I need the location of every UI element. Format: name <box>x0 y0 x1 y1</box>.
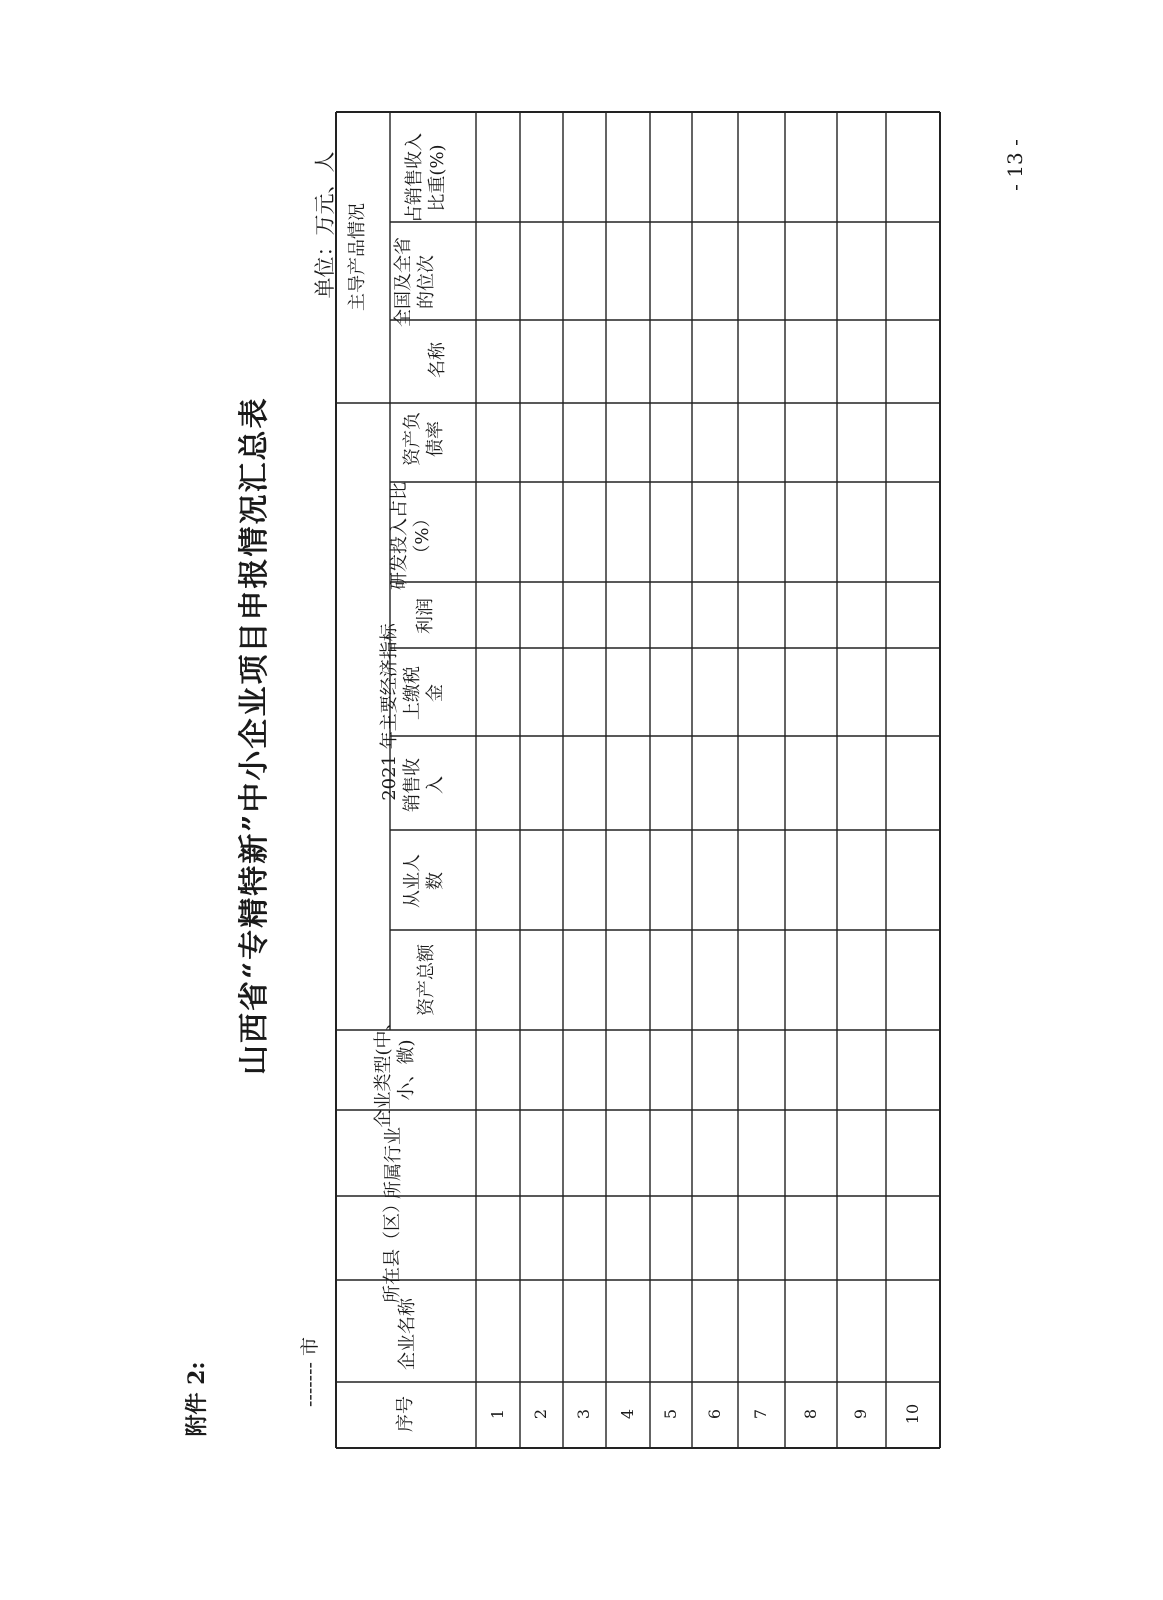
header-taxes-paid-text: 上缴税金 <box>402 666 446 720</box>
header-county-text: 所在县（区） <box>382 1195 403 1303</box>
city-label: ------- 市 <box>299 1337 321 1407</box>
header-national-rank-text: 全国及全省的位次 <box>393 237 437 327</box>
header-employees-text: 从业人数 <box>402 854 446 908</box>
header-debt-ratio-text: 资产负债率 <box>402 412 446 466</box>
header-enterprise-type-text: 企业类型(中、小、微) <box>373 1012 417 1128</box>
row-number: 8 <box>801 1408 820 1420</box>
header-taxes-paid <box>402 663 452 723</box>
header-sales-share-text: 占销售收入比重(%) <box>404 133 448 223</box>
header-total-assets: 资产总额 <box>416 944 437 1016</box>
header-debt-ratio <box>402 409 452 469</box>
row-number: 10 <box>903 1403 922 1425</box>
header-rnd-ratio <box>389 479 465 593</box>
row-number: 9 <box>851 1408 870 1420</box>
header-sales-revenue <box>402 755 452 815</box>
row-number: 7 <box>751 1408 770 1420</box>
header-group-2021: 2021 年主要经济指标 <box>379 623 400 801</box>
header-seq: 序号 <box>395 1396 416 1432</box>
header-sales-revenue-text: 销售收入 <box>402 758 446 812</box>
header-industry <box>383 1125 433 1201</box>
header-industry-text: 所属行业 <box>383 1127 404 1199</box>
header-county <box>382 1194 432 1304</box>
row-number: 6 <box>705 1408 724 1420</box>
row-number: 1 <box>488 1408 507 1420</box>
header-sales-share <box>404 126 460 230</box>
attachment-label: 附件 2: <box>184 1361 210 1437</box>
unit-label: 单位：万元、人 <box>313 151 337 299</box>
row-number: 2 <box>531 1408 550 1420</box>
header-national-rank <box>393 236 469 328</box>
row-number: 3 <box>574 1408 593 1420</box>
header-employees <box>402 851 452 911</box>
header-product-name: 名称 <box>427 342 448 378</box>
header-group-product: 主导产品情况 <box>347 203 368 311</box>
header-profit: 利润 <box>415 598 436 634</box>
header-rnd-ratio-text: 研发投入占比（%） <box>389 482 433 590</box>
page-number: - 13 - <box>1003 139 1027 191</box>
row-number: 4 <box>618 1408 637 1420</box>
row-number: 5 <box>661 1408 680 1420</box>
page-title: 山西省“专精特新”中小企业项目申报情况汇总表 <box>237 396 272 1075</box>
header-company-name: 企业名称 <box>397 1298 418 1370</box>
